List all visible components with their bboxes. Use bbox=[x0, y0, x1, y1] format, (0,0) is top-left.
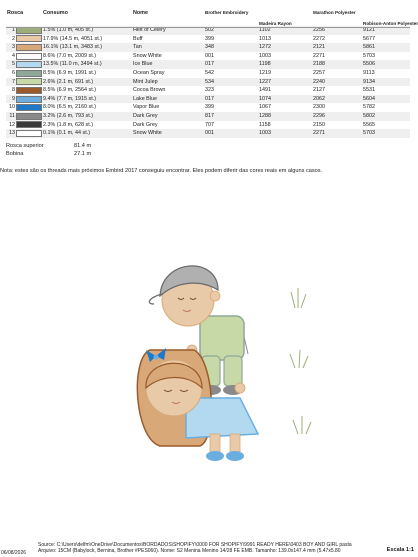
thread-nome-cell: Lake Blue bbox=[132, 95, 204, 104]
col-nome: Nome bbox=[133, 10, 148, 16]
color-swatch bbox=[16, 70, 42, 77]
thread-consumo-cell: 8.5% (6.9 m, 2564 st.) bbox=[43, 87, 97, 94]
thread-number-cell bbox=[6, 103, 42, 112]
color-swatch bbox=[16, 53, 42, 60]
thread-brother-cell: 399 bbox=[205, 104, 214, 111]
thread-marathon-cell: 2062 bbox=[312, 95, 362, 104]
footer-date: 06/08/2026 bbox=[1, 550, 27, 556]
thread-brother-cell: 001 bbox=[204, 129, 258, 138]
thread-madeira-cell: 1074 bbox=[258, 95, 312, 104]
thread-brother-cell: 001 bbox=[205, 52, 214, 59]
thread-marathon-cell: 2188 bbox=[312, 60, 362, 69]
thread-madeira-cell: 1158 bbox=[259, 121, 271, 128]
table-row bbox=[6, 121, 410, 130]
thread-number: 2 bbox=[12, 35, 15, 42]
thread-marathon-cell: 2121 bbox=[312, 43, 362, 52]
thread-nome-cell: Snow White bbox=[133, 52, 162, 59]
color-swatch bbox=[16, 78, 42, 85]
thread-marathon-cell: 2257 bbox=[313, 69, 325, 76]
thread-consumo-cell: 16.1% (13.1 m, 3483 st.) bbox=[42, 43, 132, 52]
thread-nome-cell: Snow White bbox=[132, 129, 204, 138]
thread-number: 11 bbox=[9, 112, 15, 119]
col-rosca: Rosca bbox=[7, 10, 24, 16]
thread-marathon-cell: 2256 bbox=[312, 26, 362, 35]
thread-madeira-cell: 1198 bbox=[258, 60, 312, 69]
thread-consumo-cell: 8.5% (6.9 m, 1991 st.) bbox=[43, 69, 97, 76]
footer-source bbox=[38, 542, 352, 554]
thread-nome-cell: Dark Grey bbox=[132, 112, 204, 121]
thread-nome-cell: Tan bbox=[132, 43, 204, 52]
thread-nome-cell: Mint Julep bbox=[132, 78, 204, 87]
thread-note: Nota: estes são os threads mais próximos Embird 2017 conseguiu encontrar. Eles podem diferir das cores reais em alguns casos. bbox=[0, 168, 323, 174]
thread-number: 6 bbox=[12, 69, 15, 76]
table-row bbox=[6, 69, 410, 78]
thread-marathon-cell: 2127 bbox=[313, 87, 325, 94]
thread-number-cell bbox=[6, 52, 42, 61]
thread-brother-cell: 534 bbox=[204, 78, 258, 87]
thread-nome-cell: Heit of Celery bbox=[132, 26, 204, 35]
thread-robison-cell: 5565 bbox=[363, 121, 375, 128]
thread-number-cell bbox=[6, 43, 42, 52]
thread-number-cell bbox=[6, 69, 42, 78]
col-marathon: Marathon Polyester bbox=[313, 10, 356, 15]
thread-brother-cell: 323 bbox=[205, 87, 214, 94]
table-row bbox=[6, 95, 410, 104]
thread-number: 5 bbox=[12, 61, 15, 68]
color-swatch bbox=[16, 96, 42, 103]
thread-consumo-cell: 2.3% (1.8 m, 628 st.) bbox=[43, 121, 94, 128]
thread-number: 9 bbox=[12, 95, 15, 102]
footer-scale: Escala 1:1 bbox=[386, 547, 414, 553]
summary-label: Rosca superior bbox=[6, 143, 44, 149]
thread-marathon-cell: 2240 bbox=[312, 78, 362, 87]
thread-number: 8 bbox=[12, 87, 15, 94]
thread-robison-cell: 9134 bbox=[362, 78, 410, 87]
table-row bbox=[6, 78, 410, 87]
thread-robison-cell: 9121 bbox=[362, 26, 410, 35]
thread-number: 13 bbox=[9, 130, 15, 137]
thread-number-cell bbox=[6, 112, 42, 121]
summary-row-top-thread bbox=[6, 142, 91, 150]
summary-value: 27.1 m bbox=[74, 151, 92, 158]
summary-row-bobbin bbox=[6, 150, 91, 158]
thread-consumo-cell: 9.4% (7.7 m, 1915 st.) bbox=[42, 95, 132, 104]
thread-consumo-cell: 8.0% (6.5 m, 2160 st.) bbox=[43, 104, 97, 111]
color-swatch bbox=[16, 130, 42, 137]
thread-consumo-cell: 1.5% (1.0 m, 405 st.) bbox=[42, 26, 132, 35]
thread-robison-cell: 5531 bbox=[363, 87, 375, 94]
thread-number-cell bbox=[6, 129, 42, 138]
summary-value: 81.4 m bbox=[74, 143, 92, 149]
thread-marathon-cell: 2150 bbox=[313, 121, 325, 128]
thread-brother-cell: 707 bbox=[205, 121, 214, 128]
color-swatch bbox=[16, 44, 42, 51]
color-swatch bbox=[16, 113, 42, 120]
thread-marathon-cell: 2300 bbox=[313, 104, 325, 111]
thread-consumo-cell: 0.1% (0.1 m, 44 st.) bbox=[42, 129, 132, 138]
thread-brother-cell: 399 bbox=[205, 35, 214, 42]
thread-number: 1 bbox=[12, 27, 15, 33]
thread-brother-cell: 502 bbox=[204, 26, 258, 35]
thread-marathon-cell: 2271 bbox=[312, 129, 362, 138]
thread-robison-cell: 5604 bbox=[362, 95, 410, 104]
summary bbox=[6, 142, 91, 159]
table-row bbox=[6, 129, 410, 138]
thread-robison-cell: 5506 bbox=[362, 60, 410, 69]
col-consumo: Consumo bbox=[43, 10, 68, 16]
color-swatch bbox=[16, 61, 42, 68]
thread-consumo-cell: 3.2% (2.6 m, 793 st.) bbox=[42, 112, 132, 121]
thread-nome-cell: Ice Blue bbox=[132, 60, 204, 69]
thread-brother-cell: 542 bbox=[205, 69, 214, 76]
thread-number-cell bbox=[6, 95, 42, 104]
color-swatch bbox=[16, 35, 42, 42]
thread-madeira-cell: 1102 bbox=[258, 26, 312, 35]
thread-number-cell bbox=[6, 121, 42, 130]
thread-number-cell bbox=[6, 60, 42, 69]
table-row bbox=[6, 43, 410, 52]
thread-madeira-cell: 1003 bbox=[258, 129, 312, 138]
thread-number: 4 bbox=[12, 52, 15, 59]
thread-robison-cell: 5703 bbox=[362, 129, 410, 138]
thread-madeira-cell: 1013 bbox=[259, 35, 271, 42]
thread-brother-cell: 817 bbox=[204, 112, 258, 121]
thread-robison-cell: 5703 bbox=[363, 52, 375, 59]
thread-robison-cell: 5677 bbox=[363, 35, 375, 42]
grass-icon bbox=[290, 288, 311, 434]
thread-nome-cell: Dark Grey bbox=[133, 121, 158, 128]
thread-number-cell bbox=[6, 78, 42, 87]
thread-number: 12 bbox=[9, 121, 15, 128]
table-row bbox=[6, 112, 410, 121]
thread-brother-cell: 017 bbox=[204, 60, 258, 69]
embroidery-design-preview bbox=[90, 238, 330, 468]
thread-table bbox=[6, 10, 418, 138]
thread-robison-cell: 9113 bbox=[363, 69, 375, 76]
summary-label: Bobina bbox=[6, 151, 24, 158]
thread-brother-cell: 348 bbox=[204, 43, 258, 52]
thread-madeira-cell: 1219 bbox=[259, 69, 271, 76]
thread-number: 3 bbox=[12, 44, 15, 51]
footer-file-line: Arquivo: 15CM (Babylock, Bernina, Brother #PES060). Nome: S2 Menina Menino 14/28 FE EMB. Tamanho: 139.0x147.4 mm (5.47x5.80 bbox=[38, 548, 341, 554]
thread-consumo-cell: 8.6% (7.0 m, 2009 st.) bbox=[43, 52, 97, 59]
thread-number: 7 bbox=[12, 78, 15, 85]
table-row bbox=[6, 60, 410, 69]
thread-madeira-cell: 1272 bbox=[258, 43, 312, 52]
thread-nome-cell: Buff bbox=[133, 35, 143, 42]
thread-consumo-cell: 2.6% (2.1 m, 691 st.) bbox=[42, 78, 132, 87]
thread-number-cell bbox=[6, 35, 42, 44]
thread-madeira-cell: 1067 bbox=[259, 104, 271, 111]
thread-madeira-cell: 1003 bbox=[259, 52, 271, 59]
thread-marathon-cell: 2296 bbox=[312, 112, 362, 121]
color-swatch bbox=[16, 104, 42, 111]
thread-number: 10 bbox=[9, 104, 15, 111]
color-swatch bbox=[16, 87, 42, 94]
thread-rows bbox=[6, 26, 410, 138]
thread-robison-cell: 5861 bbox=[362, 43, 410, 52]
thread-marathon-cell: 2271 bbox=[313, 52, 325, 59]
table-row bbox=[6, 52, 410, 61]
table-header bbox=[6, 10, 410, 26]
thread-madeira-cell: 1288 bbox=[258, 112, 312, 121]
thread-robison-cell: 5802 bbox=[362, 112, 410, 121]
col-robison: Robison-Anton Polyester bbox=[363, 21, 418, 26]
header-divider bbox=[6, 27, 410, 28]
col-brother: Brother Embroidery bbox=[205, 10, 249, 15]
thread-nome-cell: Cocoa Brown bbox=[133, 87, 166, 94]
thread-consumo-cell: 17.9% (14.5 m, 4051 st.) bbox=[43, 35, 103, 42]
thread-madeira-cell: 1227 bbox=[258, 78, 312, 87]
thread-robison-cell: 5782 bbox=[363, 104, 375, 111]
thread-number-cell bbox=[6, 86, 42, 95]
thread-nome-cell: Ocean Spray bbox=[133, 69, 165, 76]
col-madeira: Madeira Rayon bbox=[259, 21, 292, 26]
thread-brother-cell: 017 bbox=[204, 95, 258, 104]
color-swatch bbox=[16, 121, 42, 128]
table-row bbox=[6, 103, 410, 112]
table-row bbox=[6, 86, 410, 95]
footer-source-line: Source: C:\Users\delfm\OneDrive\Documentos\BORDADOS\SHOPIFY\0000 FOR SHOPIFY\9991 READY HERE\0403 BOY AND GIRL pasta bbox=[38, 542, 352, 548]
thread-consumo-cell: 13.5% (11.0 m, 3494 st.) bbox=[42, 60, 132, 69]
thread-marathon-cell: 2272 bbox=[313, 35, 325, 42]
thread-nome-cell: Vapor Blue bbox=[133, 104, 160, 111]
thread-madeira-cell: 1491 bbox=[259, 87, 271, 94]
table-row bbox=[6, 35, 410, 44]
